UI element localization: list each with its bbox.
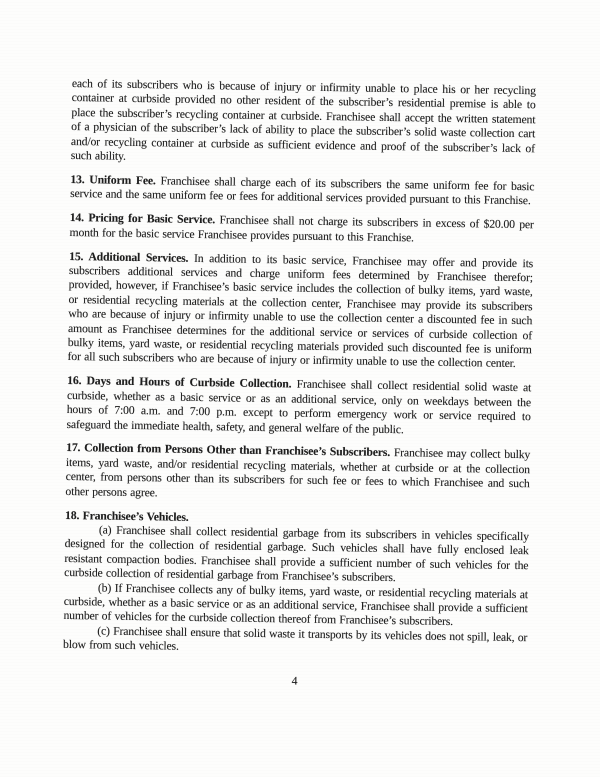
paragraph-13-heading: 13. Uniform Fee. [70,172,156,188]
paragraph-18c-text: (c) Franchisee shall ensure that solid waste it transports by its vehicles does not spill, leak, or blow from such vehicles. [62,624,528,653]
paragraph-18-heading: 18. Franchisee’s Vehicles. [65,508,189,524]
paragraph-18b [63,581,528,632]
paragraph-17-text: Franchisee may collect bulky items, yard waste, and/or residential recycling materials, whether at curbside or at the collection center, from persons other than its subscribers for such fee or fees to which Franchisee and such other persons agree. [65,446,531,500]
paragraph-14-text: Franchisee shall not charge its subscribers in excess of $20.00 per month for the basic service Franchisee provides pursuant to this Franchise. [69,213,534,245]
paragraph-16 [66,374,531,439]
paragraph-text: each of its subscribers who is because of injury or infirmity unable to place his or her recycling container at curbside provided no other resident of the subscriber’s residential premise is able to place the subscriber’s recycling container at curbside. Franchisee shall accept the written statement of a physician of the subscriber’s lack of ability to place the subscriber’s solid waste collection cart and/or recycling container at curbside as sufficient evidence and proof of the subscriber’s lack of such ability. [70,77,536,163]
paragraph-18a [64,523,529,588]
paragraph-13-text: Franchisee shall charge each of its subscribers the same uniform fee for basic service and the same uniform fee or fees for additional services provided pursuant to this Franchise. [70,174,535,208]
page-number: 4 [291,674,298,688]
paragraph-14 [69,211,533,247]
continued-paragraph [71,77,536,171]
paragraph-18a-text: (a) Franchisee shall collect residential garbage from its subscribers in vehicles specifically designed for the collection of residential garbage. Such vehicles shall have fully enclosed leak resistant compaction bodies. Franchisee shall provide a sufficient number of such vehicles for the curbside collection of residential garbage from Franchisee’s subscribers. [64,523,529,585]
paragraph-18c [63,624,527,660]
paragraph-14-heading: 14. Pricing for Basic Service. [69,211,216,227]
paragraph-18b-text: (b) If Franchisee collects any of bulky items, yard waste, or residential recycling materials at curbside, whether as a basic service or as an additional service, Franchisee shall provide a sufficient number of vehicles for the curbside collection thereof from Franchisee’s subscribers. [63,581,529,629]
paragraph-15-text: In addition to its basic service, Franchisee may offer and provide its subscribers additional services and charge uniform fees determined by Franchisee therefor; provided, however, if Franchisee’s basic service includes the collection of bulky items, yard waste, or residential recycling materials at the collection center, Franchisee may provide its subscribers who are because of injury or infirmity unable to use the collection center a discounted fee in such amount as Franchisee determines for the additional service or services of curbside collection of bulky items, yard waste, or residential recycling materials provided such discounted fee is uniform for all such subscribers who are because of injury or infirmity unable to use the collection center. [67,251,534,371]
paragraph-15 [67,250,533,373]
paragraph-17 [65,441,530,506]
paragraph-16-heading: 16. Days and Hours of Curbside Collection. [67,374,292,391]
paragraph-16-text: Franchisee shall collect residential solid waste at curbside, whether as a basic service or as an additional service, only on weekdays between the hours of 7:00 a.m. and 7:00 p.m. except to perform emergency work or service required to safeguard the immediate health, safety, and general welfare of the public. [66,377,532,436]
page-text-block [62,77,535,692]
paragraph-15-heading: 15. Additional Services. [69,249,189,265]
paragraph-17-heading: 17. Collection from Persons Other than Franchisee’s Subscribers. [66,441,391,460]
paragraph-13 [70,173,534,209]
